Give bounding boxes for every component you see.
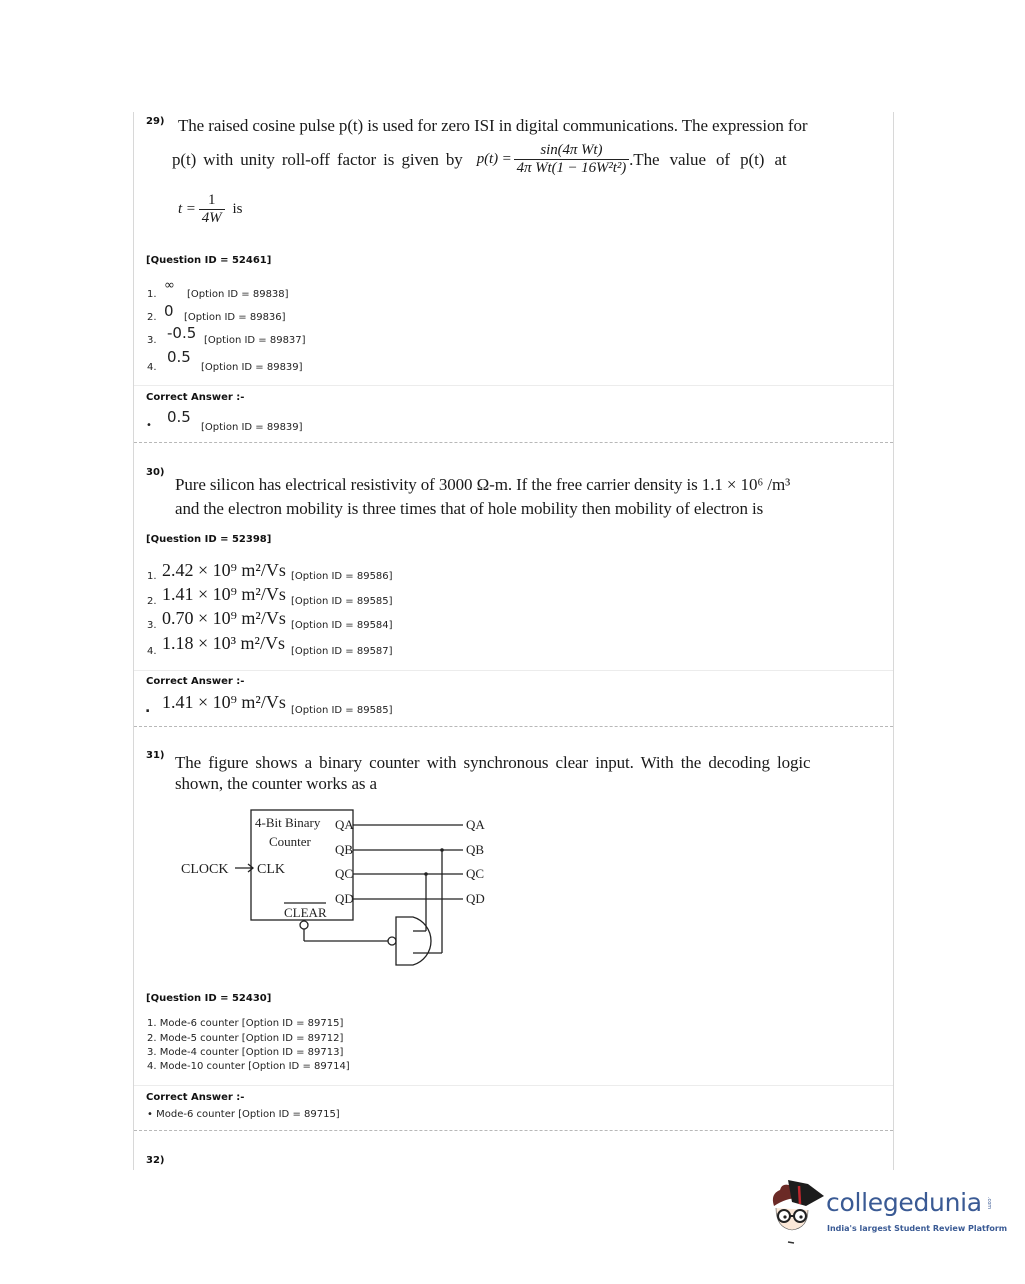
collegedunia-logo [766, 1176, 1006, 1256]
output-label-qa: QA [335, 817, 354, 832]
option-value: Mode-4 counter [159, 1047, 239, 1058]
question-text-formula-line [172, 142, 787, 177]
clock-label: CLOCK [181, 862, 229, 877]
option-value: Mode-6 counter [159, 1018, 239, 1029]
option-id: [Option ID = 89839] [201, 362, 303, 373]
option-row [147, 1061, 350, 1072]
clear-label: CLEAR [284, 905, 327, 920]
correct-answer-option-id: [Option ID = 89585] [291, 705, 393, 716]
counter-title: 4-Bit Binary [255, 815, 321, 830]
correct-answer-option-id: [Option ID = 89839] [201, 422, 303, 433]
counter-circuit-svg [181, 805, 521, 985]
option-value: 0.5 [167, 348, 191, 366]
logo-tagline: India's largest Student Review Platform [827, 1224, 1008, 1233]
option-value: Mode-5 counter [159, 1033, 239, 1044]
option-value: 2.42 × 10⁹ m²/Vs [162, 560, 286, 580]
logo-wordmark: collegedunia [826, 1188, 982, 1217]
question-text: is [232, 201, 243, 217]
time-value-expression [178, 192, 242, 227]
correct-answer-option-id: [Option ID = 89715] [238, 1109, 340, 1120]
question-number: 30) [146, 467, 165, 478]
option-value: 1.18 × 10³ m²/Vs [162, 633, 285, 653]
option-number: 2. [147, 596, 157, 607]
question-paper-page [133, 112, 894, 1170]
question-separator [134, 442, 893, 443]
output-label-qc: QC [335, 866, 354, 881]
question-text-line: The figure shows a binary counter with synchronous clear input. With the decoding logic [175, 753, 811, 772]
output-label-qa: QA [466, 817, 485, 832]
option-number: 4. [147, 646, 157, 657]
option-value: 0 [164, 302, 174, 320]
output-label-qb: QB [335, 842, 354, 857]
formula-fraction [514, 142, 630, 177]
question-text-line: shown, the counter works as a [175, 774, 377, 793]
question-number: 29) [146, 116, 165, 127]
option-number: 3. [147, 1047, 157, 1058]
question-separator [134, 726, 893, 727]
correct-answer-value: 0.5 [167, 408, 191, 426]
option-id: [Option ID = 89586] [291, 571, 393, 582]
option-value: 0.70 × 10⁹ m²/Vs [162, 608, 286, 628]
option-value: Mode-10 counter [159, 1061, 245, 1072]
correct-answer-value: Mode-6 counter [156, 1109, 235, 1120]
correct-answer-value: 1.41 × 10⁹ m²/Vs [162, 692, 286, 712]
option-id: [Option ID = 89715] [241, 1018, 344, 1029]
divider [134, 385, 893, 386]
output-label-qb: QB [466, 842, 485, 857]
option-id: [Option ID = 89713] [241, 1047, 344, 1058]
option-id: [Option ID = 89584] [291, 620, 393, 631]
option-number: 1. [147, 289, 157, 300]
option-id: [Option ID = 89714] [248, 1061, 350, 1072]
mascot-icon [766, 1176, 826, 1246]
option-row [147, 1047, 343, 1058]
formula-denominator: 4π Wt(1 − 16W²t²) [516, 160, 627, 176]
formula-lhs: p(t) = [476, 151, 512, 167]
output-label-qc: QC [466, 866, 485, 881]
option-row [147, 1018, 343, 1029]
question-number: 31) [146, 750, 165, 761]
option-id: [Option ID = 89587] [291, 646, 393, 657]
correct-answer-label: Correct Answer :- [146, 1092, 245, 1103]
option-id: [Option ID = 89836] [184, 312, 286, 323]
option-id: [Option ID = 89837] [204, 335, 306, 346]
t-lhs: t = [178, 201, 196, 217]
correct-answer-label: Correct Answer :- [146, 676, 245, 687]
bullet: . [145, 700, 151, 716]
question-text: p(t) with unity roll-off factor is given by [172, 149, 463, 169]
bullet: • [147, 1109, 153, 1120]
option-number: 2. [147, 312, 157, 323]
option-number: 4. [147, 362, 157, 373]
correct-answer-label: Correct Answer :- [146, 392, 245, 403]
option-value: 1.41 × 10⁹ m²/Vs [162, 584, 286, 604]
correct-answer-row [147, 1109, 340, 1120]
option-id: [Option ID = 89585] [291, 596, 393, 607]
t-numerator: 1 [199, 192, 225, 210]
question-id: [Question ID = 52461] [146, 255, 272, 266]
option-row [147, 1033, 343, 1044]
output-label-qd: QD [466, 891, 485, 906]
question-text-line: and the electron mobility is three times that of hole mobility then mobility of electron is [175, 499, 764, 518]
counter-title: Counter [269, 834, 311, 849]
question-text-line: The raised cosine pulse p(t) is used for zero ISI in digital communications. The expression for [178, 116, 808, 135]
option-number: 1. [147, 571, 157, 582]
option-number: 3. [147, 335, 157, 346]
question-number: 32) [146, 1155, 165, 1166]
divider [134, 670, 893, 671]
question-text-line: Pure silicon has electrical resistivity of 3000 Ω-m. If the free carrier density is 1.1 × 10⁶ /m³ [175, 475, 791, 494]
logo-suffix: .com [986, 1196, 993, 1210]
question-separator [134, 1130, 893, 1131]
option-number: 4. [147, 1061, 157, 1072]
question-id: [Question ID = 52430] [146, 993, 272, 1004]
option-number: 1. [147, 1018, 157, 1029]
question-text: .The value of p(t) at [629, 149, 787, 169]
option-id: [Option ID = 89838] [187, 289, 289, 300]
output-label-qd: QD [335, 891, 354, 906]
divider [134, 1085, 893, 1086]
formula-numerator: sin(4π Wt) [514, 142, 630, 160]
option-number: 2. [147, 1033, 157, 1044]
option-value: -0.5 [167, 324, 197, 342]
question-id: [Question ID = 52398] [146, 534, 272, 545]
bullet: • [146, 420, 152, 431]
clk-label: CLK [257, 862, 285, 877]
option-id: [Option ID = 89712] [241, 1033, 344, 1044]
binary-counter-diagram [181, 805, 521, 985]
t-denominator: 4W [201, 210, 222, 226]
t-fraction [199, 192, 225, 227]
option-number: 3. [147, 620, 157, 631]
option-value: ∞ [164, 278, 175, 293]
